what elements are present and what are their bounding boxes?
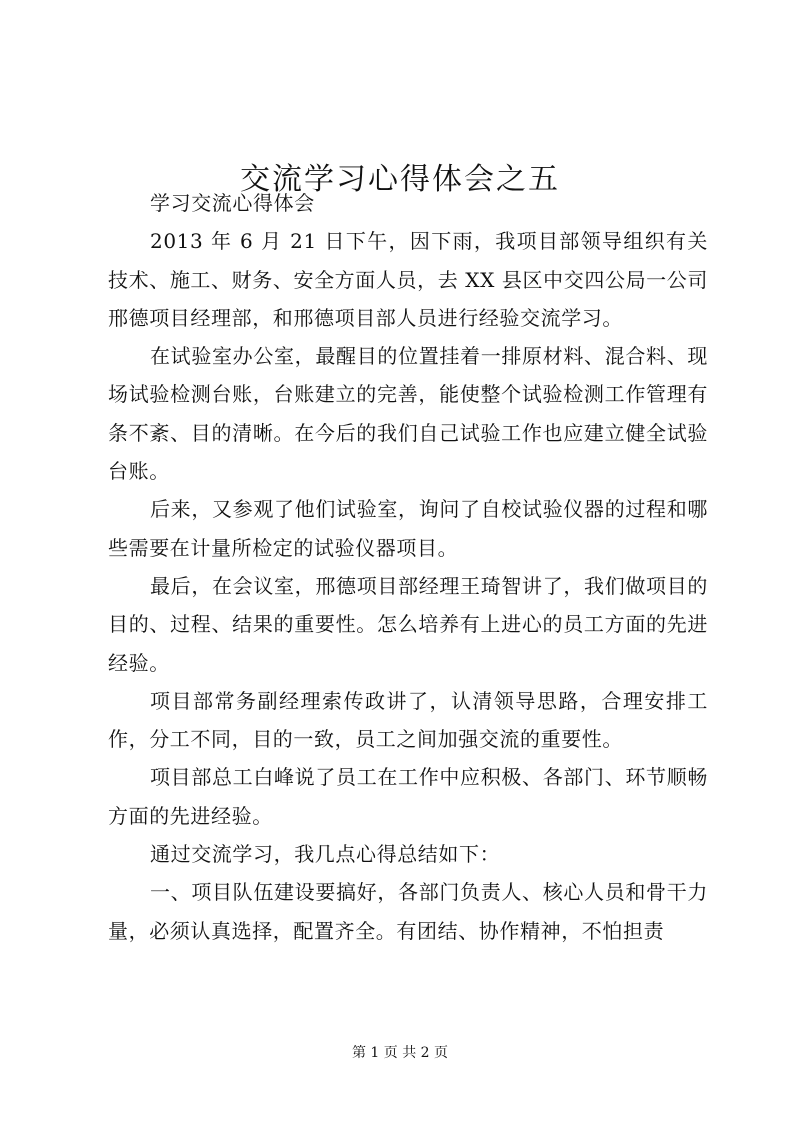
document-title: 交流学习心得体会之五 (240, 162, 560, 198)
paragraph-manager-talk: 最后，在会议室，邢德项目部经理王琦智讲了，我们做项目的目的、过程、结果的重要性。怎么培养有上进心的员工方面的先进经验。 (108, 573, 708, 675)
paragraph-deputy-talk: 项目部常务副经理索传政讲了，认清领导思路，合理安排工作，分工不同，目的一致，员工之间加强交流的重要性。 (108, 688, 708, 752)
paragraph-summary-intro: 通过交流学习，我几点心得总结如下： (150, 842, 501, 867)
paragraph-lab-visit: 后来，又参观了他们试验室，询问了自校试验仪器的过程和哪些需要在计量所检定的试验仪器项目。 (108, 497, 708, 560)
paragraph-chief-engineer: 项目部总工白峰说了员工在工作中应积极、各部门、环节顺畅方面的先进经验。 (108, 765, 708, 828)
paragraph-visit-intro: 2013 年 6 月 21 日下午，因下雨，我项目部领导组织有关技术、施工、财务、安全方面人员，去 XX 县区中交四公局一公司邢德项目经理部，和邢德项目部人员进行经验交流学习。 (108, 229, 708, 330)
paragraph-subtitle: 学习交流心得体会 (150, 191, 315, 215)
document-body (108, 184, 708, 950)
page-footer: 第 1 页 共 2 页 (351, 1045, 449, 1061)
paragraph-point-one: 一、项目队伍建设要搞好，各部门负责人、核心人员和骨干力量，必须认真选择，配置齐全。有团结、协作精神，不怕担责 (108, 880, 708, 943)
paragraph-lab-office: 在试验室办公室，最醒目的位置挂着一排原材料、混合料、现场试验检测台账，台账建立的完善，能使整个试验检测工作管理有条不紊、目的清晰。在今后的我们自己试验工作也应建立健全试验台账。 (108, 344, 708, 484)
